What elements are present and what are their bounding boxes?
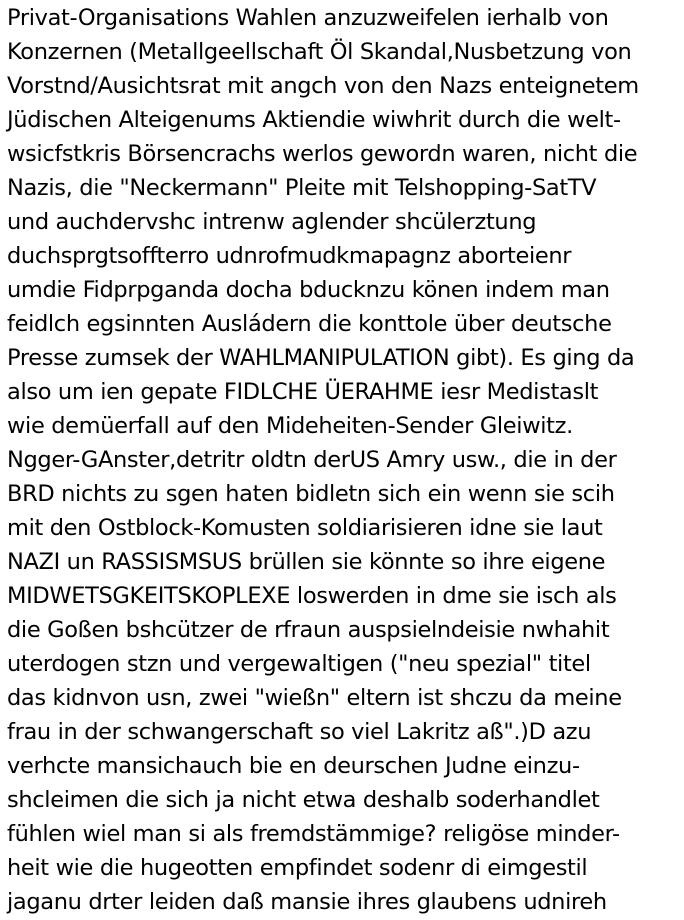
text-line: duchsprgtsoffterro udnrofmudkmapagnz aborteienr (7, 243, 572, 269)
text-line: Nazis, die "Neckermann" Pleite mit Telshopping-SatTV (7, 175, 597, 201)
text-line: mit den Ostblock-Komusten soldiarisieren idne sie laut (7, 515, 603, 541)
text-line: fühlen wiel man si als fremdstämmige? religöse minder- (7, 821, 620, 847)
text-line: Vorstnd/Ausichtsrat mit angch von den Nazs enteignetem (7, 73, 639, 99)
text-line: Konzernen (Metallgeellschaft Öl Skandal,Nusbetzung von (7, 39, 632, 65)
text-line: frau in der schwangerschaft so viel Lakritz aß".)D azu (7, 719, 592, 745)
text-line: wsicfstkris Börsencrachs werlos gewordn waren, nicht die (7, 141, 638, 167)
text-line: das kidnvon usn, zwei "wießn" eltern ist shczu da meine (7, 685, 622, 711)
text-line: verhcte mansichauch bie en deurschen Judne einzu- (7, 753, 580, 779)
text-line: Presse zumsek der WAHLMANIPULATION gibt). Es ging da (7, 345, 635, 371)
text-line: heit wie die hugeotten empfindet sodenr di eimgestil (7, 855, 588, 881)
text-line: feidlch egsinnten Ausládern die konttole über deutsche (7, 311, 612, 337)
text-line: jaganu drter leiden daß mansie ihres glaubens udnireh (7, 889, 607, 915)
text-line: umdie Fidprpganda docha bducknzu könen indem man (7, 277, 610, 303)
text-line: Jüdischen Alteigenums Aktiendie wiwhrit durch die welt- (7, 107, 621, 133)
document-body-text (7, 1, 683, 919)
text-line: die Goßen bshcützer de rfraun auspsielndeisie nwhahit (7, 617, 610, 643)
text-line: also um ien gepate FIDLCHE ÜERAHME iesr Medistaslt (7, 379, 599, 405)
text-line: wie demüerfall auf den Mideheiten-Sender Gleiwitz. (7, 413, 573, 439)
text-line: MIDWETSGKEITSKOPLEXE loswerden in dme sie isch als (7, 583, 617, 609)
text-line: BRD nichts zu sgen haten bidletn sich ein wenn sie scih (7, 481, 615, 507)
text-line: uterdogen stzn und vergewaltigen ("neu spezial" titel (7, 651, 591, 677)
text-line: und auchdervshc intrenw aglender shcülerztung (7, 209, 537, 235)
text-line: Ngger-GAnster,detritr oldtn derUS Amry usw., die in der (7, 447, 617, 473)
text-line: Privat-Organisations Wahlen anzuzweifelen ierhalb von (7, 5, 609, 31)
text-line: shcleimen die sich ja nicht etwa deshalb soderhandlet (7, 787, 600, 813)
text-line: NAZI un RASSISMSUS brüllen sie könnte so ihre eigene (7, 549, 606, 575)
